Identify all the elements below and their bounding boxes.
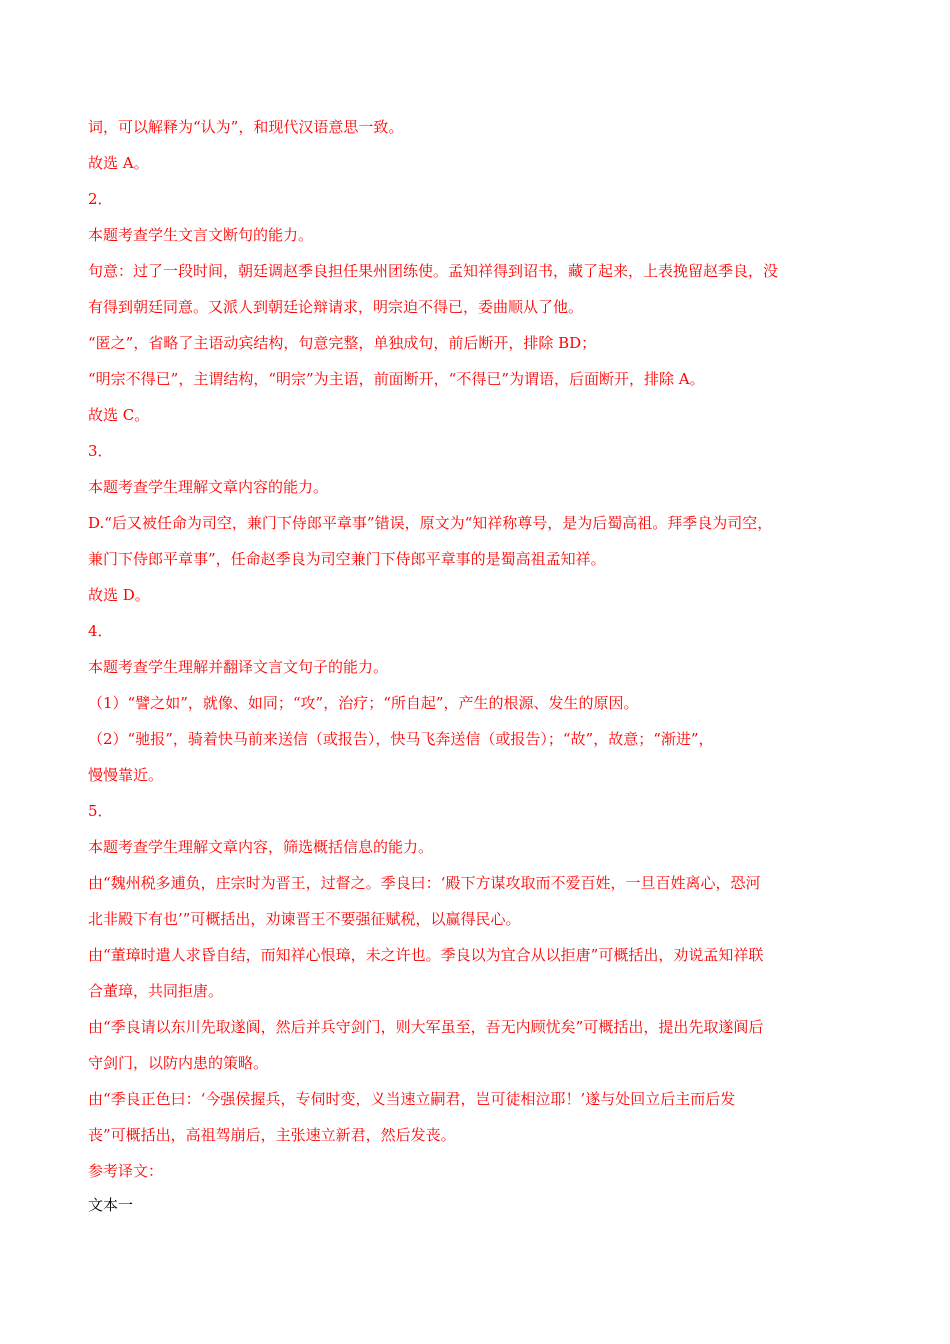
translation-heading: 参考译文： [88, 1162, 164, 1180]
text-line: 故选 A。 [88, 154, 149, 172]
text-line: D.“后又被任命为司空，兼门下侍郎平章事”错误，原文为“知祥称尊号，是为后蜀高祖。拜季良为司空， [88, 514, 773, 532]
text-line: （2）“驰报”，骑着快马前来送信（或报告），快马飞奔送信（或报告）；“故”，故意；“渐进”， [88, 730, 714, 748]
text-line: 丧”可概括出，高祖驾崩后，主张速立新君，然后发丧。 [88, 1126, 456, 1144]
text-line: 有得到朝廷同意。又派人到朝廷论辩请求，明宗迫不得已，委曲顺从了他。 [88, 298, 584, 316]
text-line: 故选 C。 [88, 406, 150, 424]
text-line: 本题考查学生文言文断句的能力。 [88, 226, 314, 244]
text-line: 本题考查学生理解并翻译文言文句子的能力。 [88, 658, 389, 676]
text-line: “明宗不得已”，主谓结构，“明宗”为主语，前面断开，“不得已”为谓语，后面断开，排除 A。 [88, 370, 705, 388]
text-line: 由“季良正色曰：‘今强侯握兵，专伺时变，义当速立嗣君，岂可徒相泣耶！’遂与处回立后主而后发 [88, 1090, 736, 1108]
question-number: 3． [88, 442, 113, 460]
text-line: 由“魏州税多逋负，庄宗时为晋王，过督之。季良曰：‘殿下方谋攻取而不爱百姓，一旦百姓离心，恐河 [88, 874, 761, 892]
text-line: 慢慢靠近。 [88, 766, 164, 784]
question-number: 4． [88, 622, 113, 640]
text-line: 句意：过了一段时间，朝廷调赵季良担任果州团练使。孟知祥得到诏书，藏了起来，上表挽留赵季良，没 [88, 262, 779, 280]
text-line: 合董璋，共同拒唐。 [88, 982, 224, 1000]
text-line: 守剑门，以防内患的策略。 [88, 1054, 269, 1072]
text-line: 由“季良请以东川先取遂阆，然后并兵守剑门，则大军虽至，吾无内顾忧矣”可概括出，提出先取遂阆后 [88, 1018, 764, 1036]
text-line: （1）“譬之如”，就像、如同；“攻”，治疗；“所自起”，产生的根源、发生的原因。 [88, 694, 639, 712]
text-one-label: 文本一 [88, 1196, 134, 1214]
text-line: 词，可以解释为“认为”，和现代汉语意思一致。 [88, 118, 404, 136]
text-line: 北非殿下有也’”可概括出，劝谏晋王不要强征赋税，以赢得民心。 [88, 910, 521, 928]
text-line: 故选 D。 [88, 586, 150, 604]
question-number: 5． [88, 802, 113, 820]
text-line: 本题考查学生理解文章内容，筛选概括信息的能力。 [88, 838, 434, 856]
text-line: 由“董璋时遣人求昏自结，而知祥心恨璋，未之许也。季良以为宜合从以拒唐”可概括出，劝说孟知祥联 [88, 946, 764, 964]
text-line: 本题考查学生理解文章内容的能力。 [88, 478, 329, 496]
text-line: 兼门下侍郎平章事”，任命赵季良为司空兼门下侍郎平章事的是蜀高祖孟知祥。 [88, 550, 606, 568]
question-number: 2． [88, 190, 113, 208]
text-line: “匿之”，省略了主语动宾结构，句意完整，单独成句，前后断开，排除 BD； [88, 334, 597, 352]
